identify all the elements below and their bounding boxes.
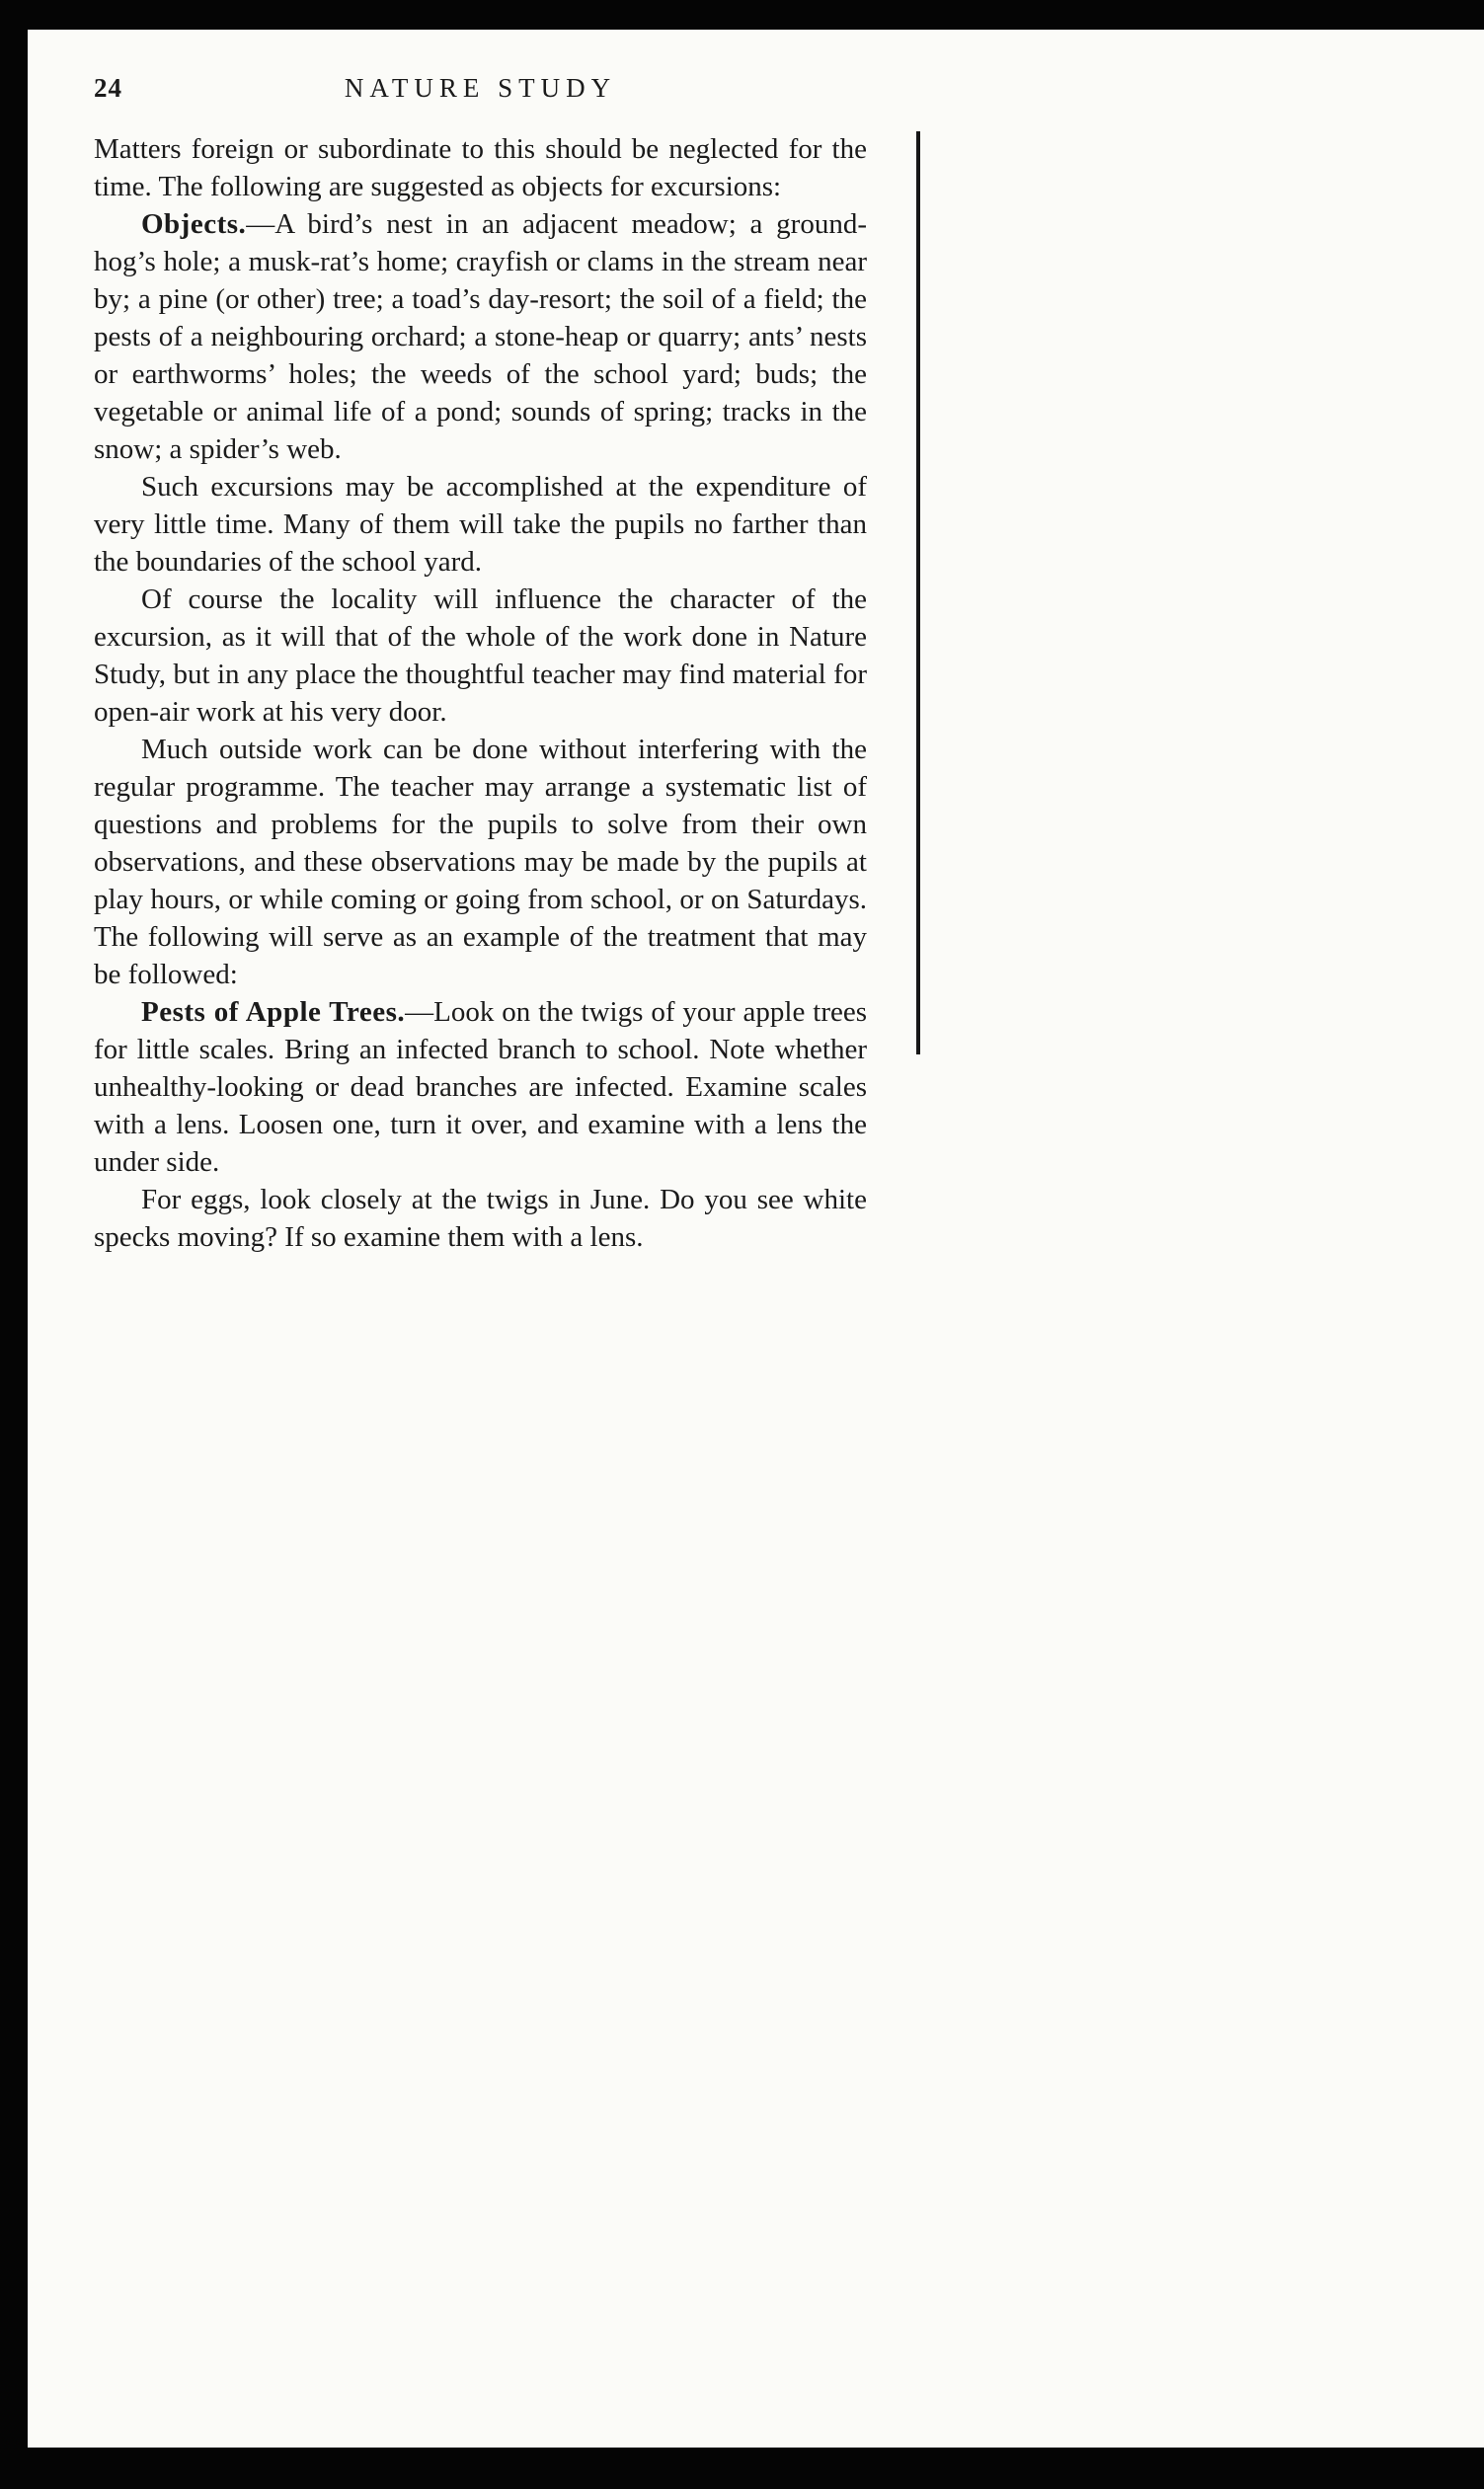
paragraph-text: —Look on the twigs of your apple trees for little scales. Bring an infected branch to school. Note whether unhealthy-looking or dead branches are infected. Examine scales with a lens. Loosen one, turn it over, and examine with a lens the under side.	[94, 996, 868, 1178]
page-number: 24	[94, 73, 122, 103]
paragraph-text: For eggs, look closely at the twigs in June. Do you see white specks moving? If so examine them with a lens.	[94, 1184, 867, 1253]
paragraph-text: —A bird’s nest in an adjacent meadow; a ground-hog’s hole; a musk-rat’s home; crayfish or clams in the stream near by; a pine (or other) tree; a toad’s day-resort; the soil of a field; the pests of a neighbouring orchard; a stone-heap or quarry; ants’ nests or earthworms’ holes; the weeds of the school yard; buds; the vegetable or animal life of a pond; sounds of spring; tracks in the snow; a spider’s web.	[94, 208, 867, 465]
paragraph-text: Of course the locality will influence the character of the excursion, as it will that of the whole of the work done in Nature Study, but in any place the thoughtful teacher may find material for open-air work at his very door.	[94, 583, 867, 728]
scan-border-top	[0, 0, 1484, 30]
paragraph	[94, 731, 867, 993]
paragraph	[94, 130, 867, 205]
scan-border-bottom	[0, 2448, 1484, 2489]
paragraph	[94, 993, 867, 1181]
scan-border-left	[0, 0, 28, 2489]
paragraph	[94, 581, 867, 731]
paragraph	[94, 205, 867, 468]
paragraph	[94, 1181, 867, 1256]
page-body	[94, 130, 867, 1256]
paragraph	[94, 468, 867, 581]
paragraph-text: Such excursions may be accomplished at the expenditure of very little time. Many of them will take the pupils no farther than the boundaries of the school yard.	[94, 471, 867, 578]
running-head-title: NATURE STUDY	[344, 73, 617, 103]
paragraph-text: Matters foreign or subordinate to this should be neglected for the time. The following are suggested as objects for excursions:	[94, 133, 867, 202]
paragraph-lead: Pests of Apple Trees.	[141, 996, 406, 1028]
page-header	[94, 73, 867, 109]
book-page	[94, 73, 867, 1256]
paragraph-lead: Objects.	[141, 208, 247, 240]
page-edge-rule	[916, 131, 920, 1054]
paragraph-text: Much outside work can be done without interfering with the regular programme. The teacher may arrange a systematic list of questions and problems for the pupils to solve from their own observations, and these observations may be made by the pupils at play hours, or while coming or going from school, or on Saturdays. The following will serve as an example of the treatment that may be followed:	[94, 734, 867, 990]
